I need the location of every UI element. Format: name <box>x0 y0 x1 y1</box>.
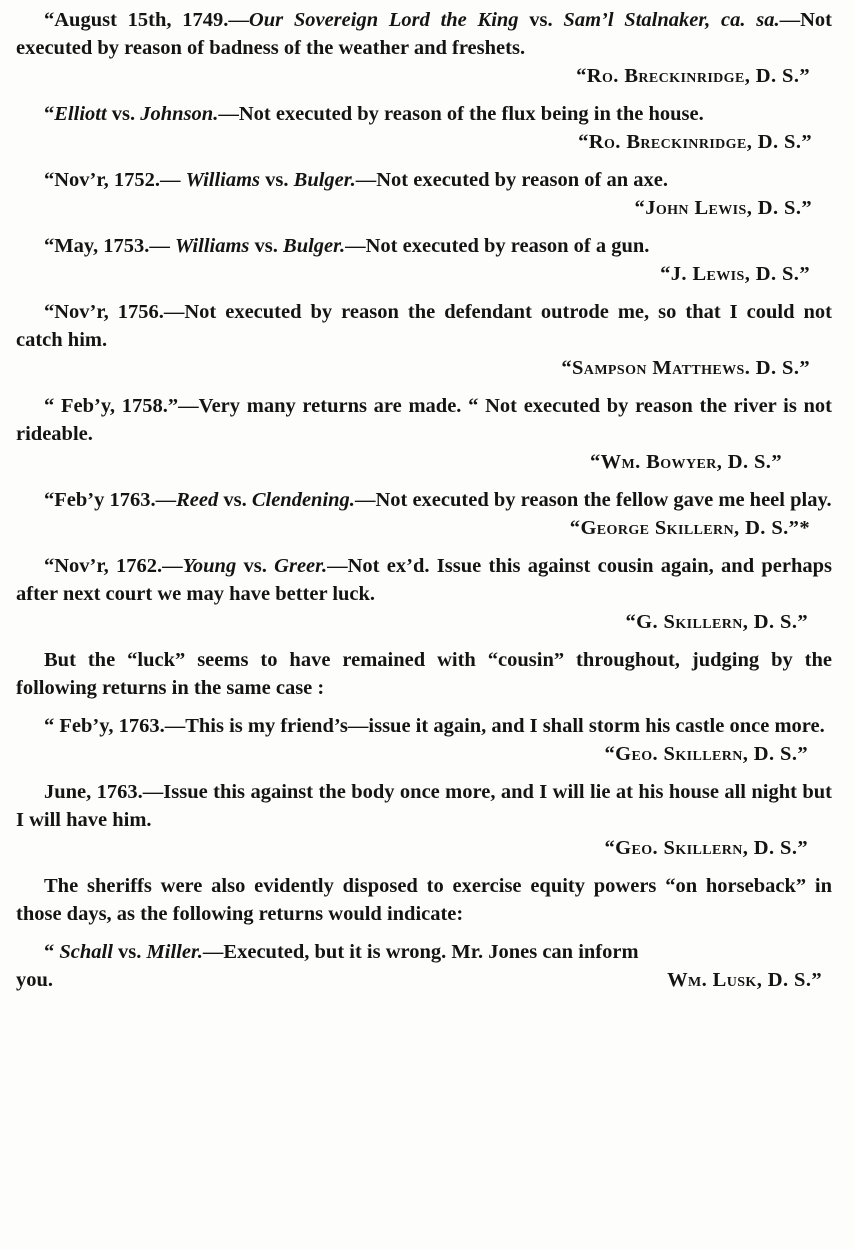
entry-open: “August 15th, 1749.— <box>44 9 249 31</box>
return-entry-4 <box>16 232 832 288</box>
entry-text <box>16 938 832 966</box>
entry-text <box>16 232 832 260</box>
case-party: Young <box>182 555 237 577</box>
entry-open: “Nov’r, 1762.— <box>44 555 183 577</box>
entry-rest: —Not executed by reason the fellow gave me heel play. <box>354 489 832 511</box>
return-entry-2 <box>16 100 832 156</box>
case-party: Sam’l Stalnaker, ca. sa. <box>563 9 780 31</box>
entry-text: June, 1763.—Issue this against the body once more, and I will lie at his house all night but I will have him. <box>16 781 832 831</box>
entry-open: “ <box>44 941 60 963</box>
signature: “G. Skillern, D. S.” <box>625 611 808 633</box>
signature: “Sampson Matthews. D. S.” <box>561 357 810 379</box>
versus: vs. <box>106 103 141 125</box>
signature: “Geo. Skillern, D. S.” <box>604 743 808 765</box>
entry-rest: —Not executed by reason of badness of the weather and freshets. <box>16 9 833 59</box>
entry-rest: —Not executed by reason of the flux being in the house. <box>218 103 704 125</box>
signature: Wm. Lusk, D. S.” <box>667 969 822 991</box>
case-party: Williams <box>174 235 250 257</box>
entry-text <box>16 552 832 608</box>
case-party: Greer. <box>274 555 328 577</box>
paragraph-luck <box>16 646 832 702</box>
return-entry-friend <box>16 712 832 768</box>
signature: “Wm. Bowyer, D. S.” <box>589 451 782 473</box>
return-entry-schall <box>16 938 832 994</box>
return-entry-8 <box>16 552 832 636</box>
entry-open: “Feb’y 1763.— <box>44 489 177 511</box>
versus: vs. <box>236 555 275 577</box>
signature: “Geo. Skillern, D. S.” <box>604 837 808 859</box>
versus: vs. <box>518 9 564 31</box>
return-entry-7 <box>16 486 832 542</box>
case-party: Johnson. <box>140 103 219 125</box>
case-party: Williams <box>185 169 261 191</box>
entry-rest: —Not ex’d. Issue this against cousin again, and perhaps after next court we may have better luck. <box>16 555 833 605</box>
body-paragraph: The sheriffs were also evidently disposed to exercise equity powers “on horseback” in those days, as the following returns would indicate: <box>16 875 832 925</box>
signature: “Ro. Breckinridge, D. S.” <box>576 65 810 87</box>
case-party: Miller. <box>146 941 203 963</box>
return-entry-5 <box>16 298 832 382</box>
versus: vs. <box>218 489 252 511</box>
entry-open: “Nov’r, 1752.— <box>44 169 186 191</box>
entry-text: “ Feb’y, 1763.—This is my friend’s—issue it again, and I shall storm his castle once more. <box>44 715 825 737</box>
case-party: Bulger. <box>283 235 346 257</box>
entry-last-word: you. <box>16 969 54 991</box>
signature: “John Lewis, D. S.” <box>634 197 812 219</box>
case-party: Schall <box>59 941 113 963</box>
signature: “George Skillern, D. S.”* <box>569 517 810 539</box>
entry-open: “ <box>44 103 55 125</box>
return-entry-3 <box>16 166 832 222</box>
case-party: Clendening. <box>251 489 355 511</box>
entry-text: “Nov’r, 1756.—Not executed by reason the defendant outrode me, so that I could not catch him. <box>16 301 832 351</box>
case-party: Reed <box>176 489 219 511</box>
versus: vs. <box>260 169 294 191</box>
entry-last-line <box>16 966 832 994</box>
signature: “Ro. Breckinridge, D. S.” <box>578 131 812 153</box>
entry-text: “ Feb’y, 1758.”—Very many returns are made. “ Not executed by reason the river is not rideable. <box>16 395 832 445</box>
entry-rest: —Not executed by reason of a gun. <box>345 235 650 257</box>
case-party: Bulger. <box>293 169 356 191</box>
return-entry-1 <box>16 6 832 90</box>
entry-text <box>16 100 832 128</box>
return-entry-june <box>16 778 832 862</box>
signature: “J. Lewis, D. S.” <box>660 263 810 285</box>
versus: vs. <box>249 235 284 257</box>
versus: vs. <box>112 941 147 963</box>
entry-text <box>16 6 832 62</box>
case-party: Our Sovereign Lord the King <box>248 9 519 31</box>
entry-rest: —Not executed by reason of an axe. <box>355 169 668 191</box>
entry-rest: —Executed, but it is wrong. Mr. Jones can inform <box>202 941 639 963</box>
case-party: Elliott <box>54 103 107 125</box>
entry-open: “May, 1753.— <box>44 235 175 257</box>
entry-text <box>16 166 832 194</box>
entry-text <box>16 486 832 514</box>
paragraph-sheriffs <box>16 872 832 928</box>
body-paragraph: But the “luck” seems to have remained with “cousin” throughout, judging by the following returns in the same case : <box>16 649 832 699</box>
return-entry-6 <box>16 392 832 476</box>
